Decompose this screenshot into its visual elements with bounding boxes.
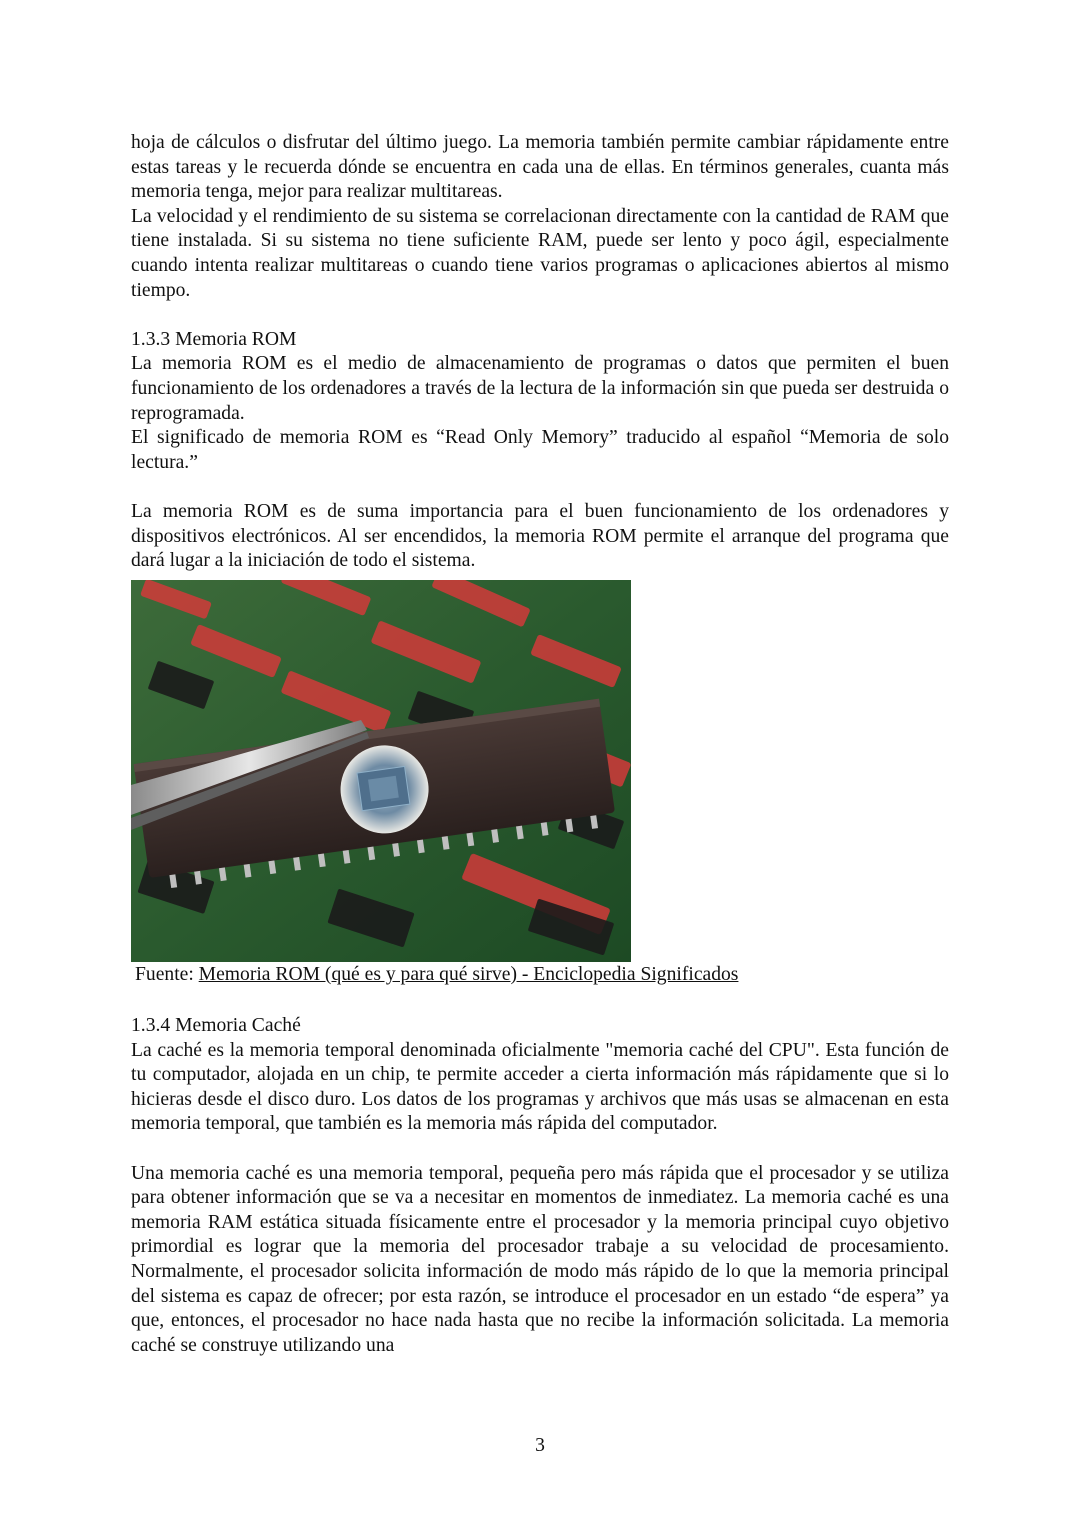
paragraph: La caché es la memoria temporal denominada oficialmente "memoria caché del CPU". Esta función de tu computador, alojada en un chip, te permite acceder a cierta información más rápidamente que si lo hicieras desde el disco duro. Los datos de los programas y archivos que más usas se almacenan en esta memoria temporal, que también es la memoria más rápida del computador.: [131, 1039, 949, 1135]
section-heading-cache: 1.3.4 Memoria Caché: [131, 1015, 301, 1036]
paragraph: La velocidad y el rendimiento de su sistema se correlacionan directamente con la cantidad de RAM que tiene instalada. Si su sistema no tiene suficiente RAM, puede ser lento y poco ágil, especialmente cuando intenta realizar multitareas o cuando tiene varios programas o aplicaciones abiertos al mismo tiempo.: [131, 205, 949, 301]
paragraph: Una memoria caché es una memoria temporal, pequeña pero más rápida que el procesador y se utiliza para obtener información que se va a necesitar en momentos de inmediatez. La memoria caché es una memoria RAM estática situada físicamente entre el procesador y la memoria principal cuyo objetivo primordial es lograr que la memoria del procesador trabaje a su velocidad de procesamiento. Normalmente, el procesador solicita información de modo más rápido de lo que la memoria principal del sistema es capaz de ofrecer; por esta razón, se introduce el procesador en un estado “de espera” ya que, entonces, el procesador no hace nada hasta que no recibe la información solicitada. La memoria caché se construye utilizando una: [131, 1162, 949, 1356]
eprom-chip-photo: [131, 580, 631, 962]
paragraph: hoja de cálculos o disfrutar del último juego. La memoria también permite cambiar rápidamente entre estas tareas y le recuerda dónde se encuentra en cada una de ellas. En términos generales, cuanta más memoria tenga, mejor para realizar multitareas.: [131, 132, 949, 203]
caption-prefix: Fuente:: [135, 964, 199, 985]
paragraph: La memoria ROM es el medio de almacenamiento de programas o datos que permiten el buen funcionamiento de los ordenadores a través de la lectura de la información sin que pueda ser destruida o reprogramada.: [131, 353, 949, 424]
page-number: 3: [535, 1435, 545, 1456]
cache-text-block: [131, 1014, 949, 1358]
figure-caption: [135, 963, 738, 988]
top-text-block: [131, 131, 949, 574]
section-heading-rom: 1.3.3 Memoria ROM: [131, 328, 297, 350]
paragraph: La memoria ROM es de suma importancia para el buen funcionamiento de los ordenadores y dispositivos electrónicos. Al ser encendidos, la memoria ROM permite el arranque del programa que dará lugar a la iniciación de todo el sistema.: [131, 500, 949, 572]
paragraph: El significado de memoria ROM es “Read Only Memory” traducido al español “Memoria de solo lectura.”: [131, 427, 949, 473]
source-link[interactable]: Memoria ROM (qué es y para qué sirve) - Enciclopedia Significados: [198, 964, 739, 985]
